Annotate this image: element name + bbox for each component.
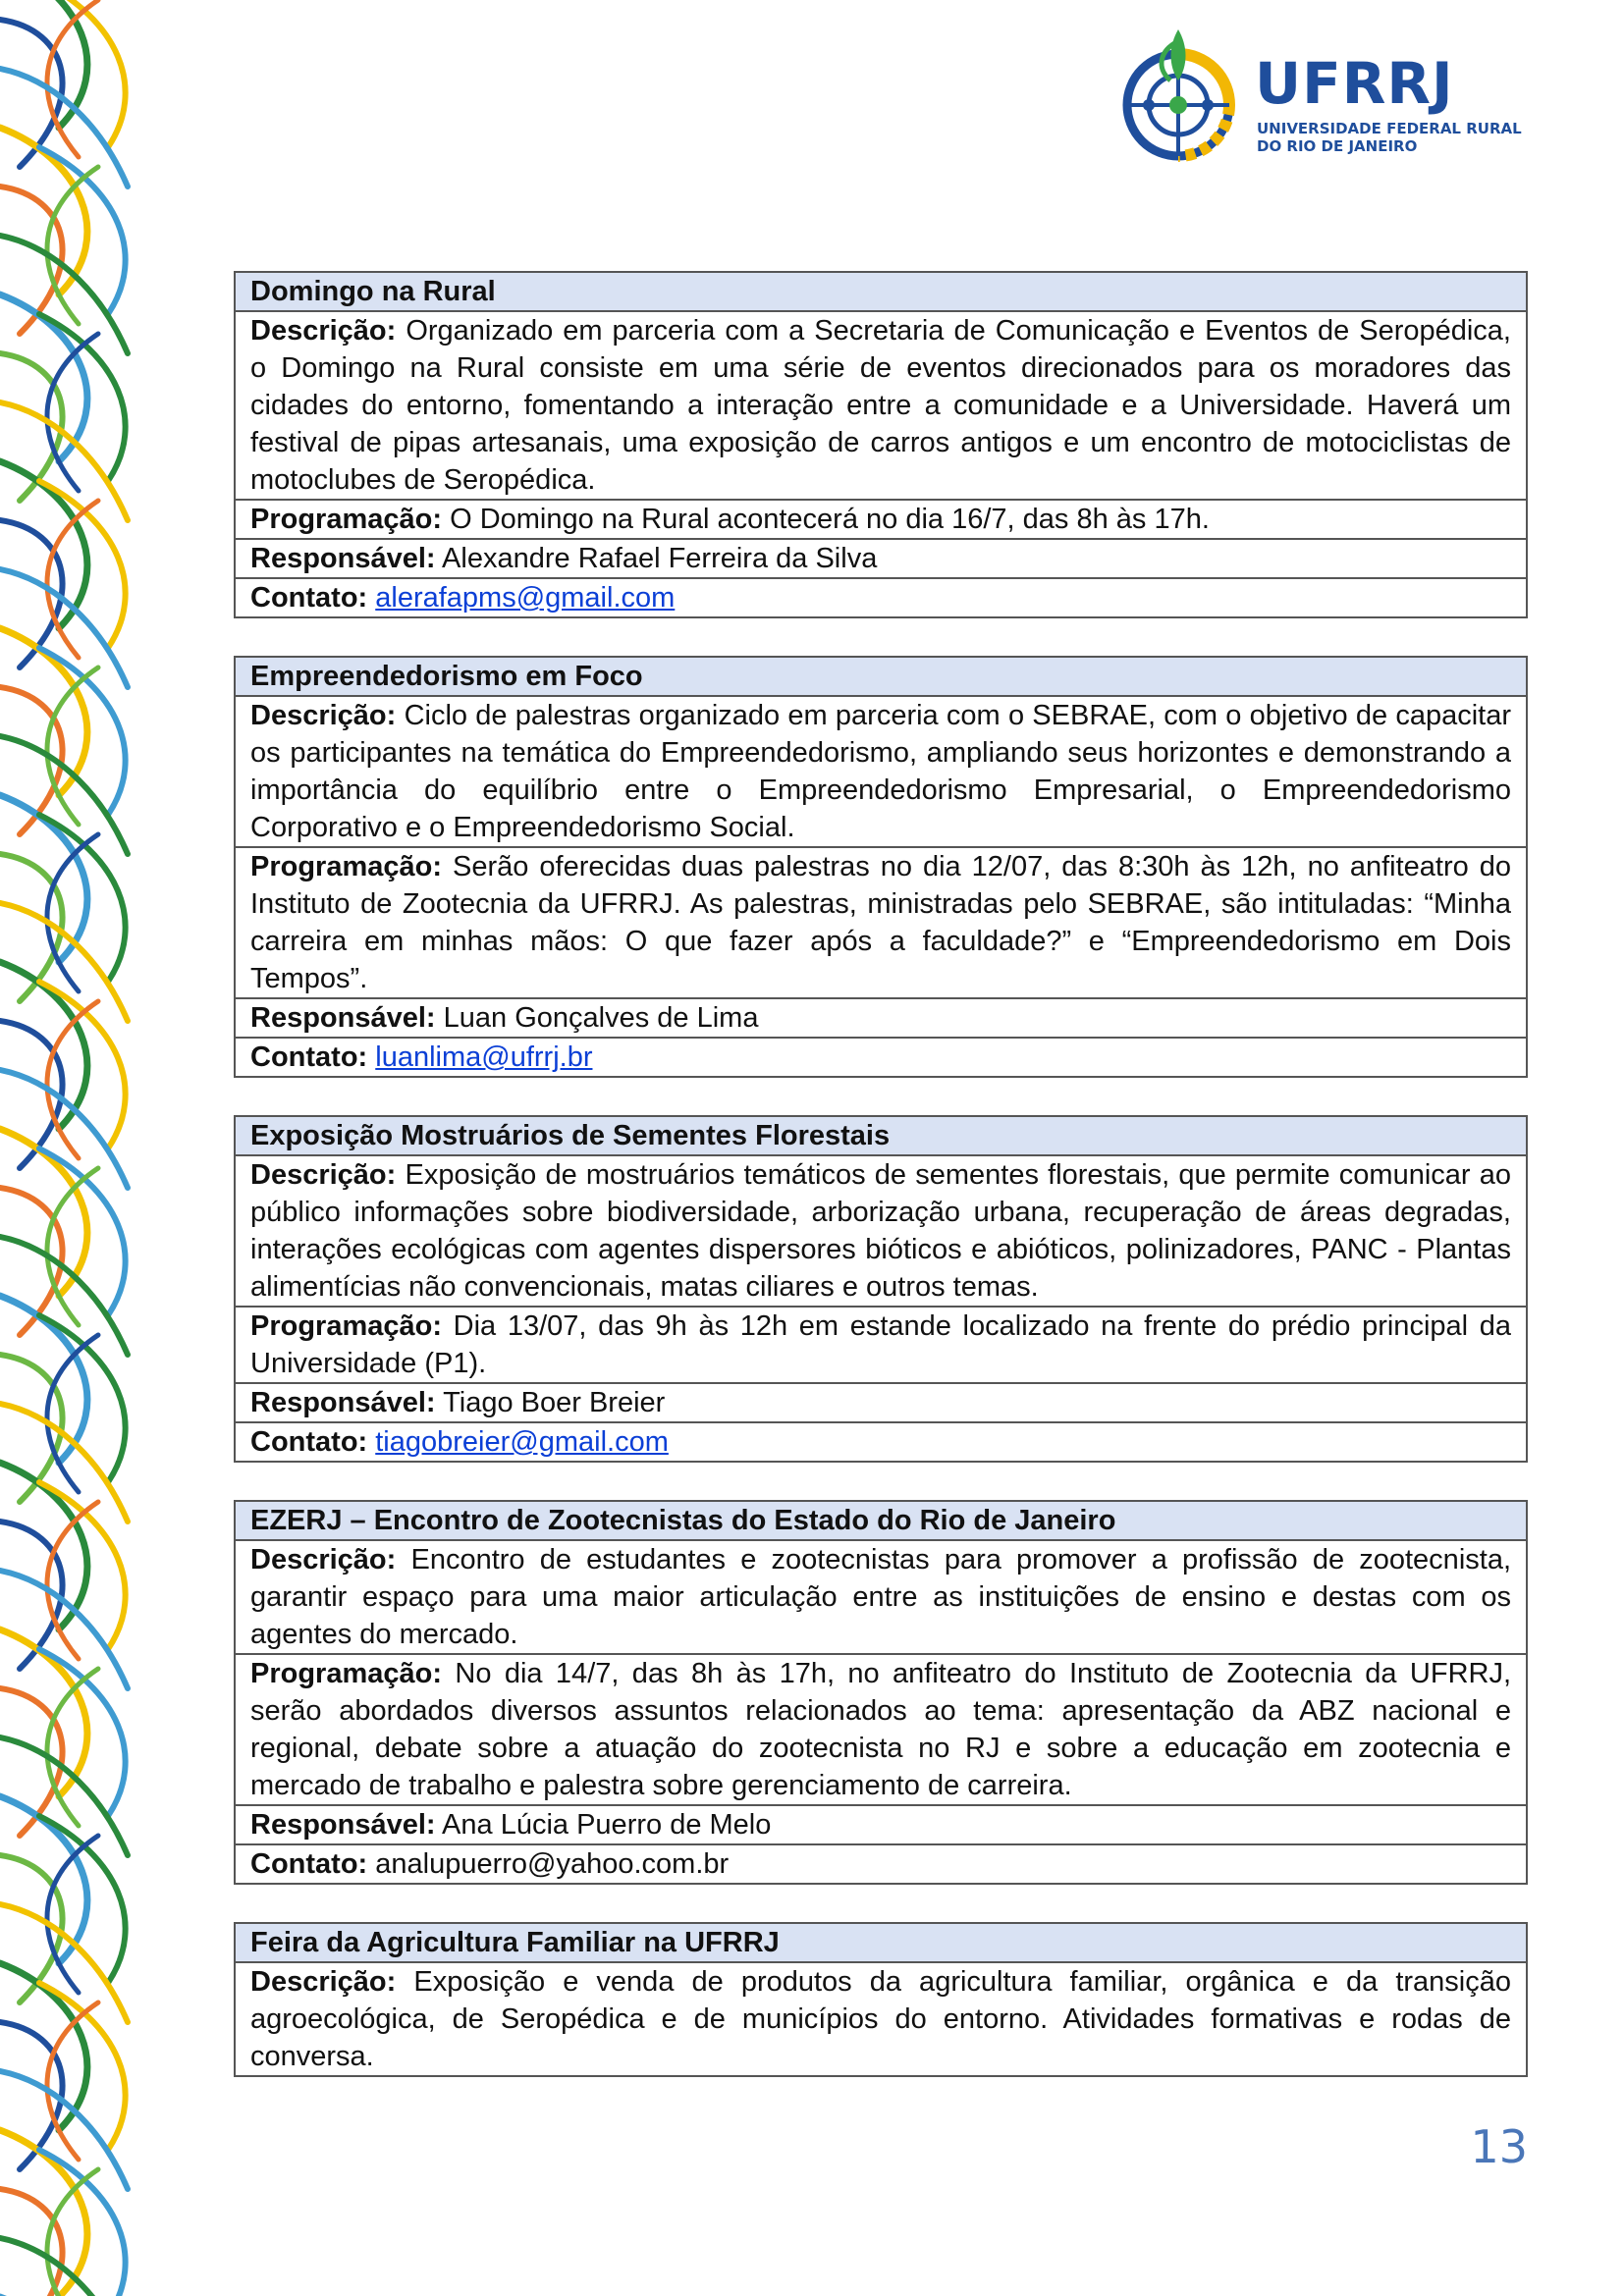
event-block	[234, 1500, 1528, 1885]
responsible-name: Ana Lúcia Puerro de Melo	[442, 1809, 772, 1841]
responsible-name: Tiago Boer Breier	[443, 1387, 666, 1418]
decorative-arc	[47, 501, 98, 658]
schedule-text: No dia 14/7, das 8h às 17h, no anfiteatro do Instituto de Zootecnia da UFRRJ, serão abordados diversos assuntos relacionados ao tema: apresentação da ABZ nacional e regional, debate sobre a atuação do zootecnista no RJ e sobre a educação em zootecnia e mercado de trabalho e palestra sobre gerenciamento de carreira.	[250, 1658, 1512, 1801]
description-label: Descrição:	[250, 1966, 397, 1998]
event-title: Empreendedorismo em Foco	[235, 657, 1527, 696]
event-contact	[235, 1038, 1527, 1077]
logo-subtitle-line2: DO RIO DE JANEIRO	[1257, 137, 1418, 155]
schedule-text: Dia 13/07, das 9h às 12h em estande localizado na frente do prédio principal da Universidade (P1).	[250, 1310, 1511, 1379]
decorative-arc	[47, 1001, 98, 1158]
decorative-arc	[47, 2002, 98, 2160]
description-label: Descrição:	[250, 1159, 397, 1191]
schedule-text: O Domingo na Rural acontecerá no dia 16/7, das 8h às 17h.	[450, 504, 1210, 535]
decorative-arc	[47, 1836, 98, 1993]
event-schedule	[235, 847, 1527, 998]
schedule-label: Programação:	[250, 1310, 443, 1342]
ufrrj-emblem-icon	[1110, 22, 1247, 169]
event-block	[234, 271, 1528, 618]
description-label: Descrição:	[250, 315, 397, 347]
contact-label: Contato:	[250, 1426, 368, 1458]
event-description	[235, 1540, 1527, 1654]
event-title: Domingo na Rural	[235, 272, 1527, 311]
description-text: Organizado em parceria com a Secretaria de Comunicação e Eventos de Seropédica, o Domingo na Rural consiste em uma série de eventos direcionados para os moradores das cidades do entorno, fomentando a interação entre a comunidade e a Universidade. Haverá um festival de pipas artesanais, uma exposição de carros antigos e um encontro de motociclistas de motoclubes de Seropédica.	[250, 315, 1511, 496]
event-contact	[235, 1422, 1527, 1462]
responsible-name: Luan Gonçalves de Lima	[443, 1002, 759, 1034]
event-list	[234, 271, 1528, 2114]
event-description	[235, 696, 1527, 847]
schedule-text: Serão oferecidas duas palestras no dia 12/07, das 8:30h às 12h, no anfiteatro do Instituto de Zootecnia da UFRRJ. As palestras, ministradas pelo SEBRAE, são intituladas: “Minha carreira em minhas mãos: O que fazer após a faculdade?” e “Empreendedorismo em Dois Tempos”.	[250, 851, 1511, 994]
contact-label: Contato:	[250, 1041, 368, 1073]
page-number: 13	[1470, 2120, 1528, 2173]
decorative-arc	[47, 834, 98, 991]
decorative-arc	[47, 1335, 98, 1492]
description-label: Descrição:	[250, 700, 397, 731]
event-title: Feira da Agricultura Familiar na UFRRJ	[235, 1923, 1527, 1962]
event-responsible	[235, 998, 1527, 1038]
event-block	[234, 656, 1528, 1078]
event-block	[234, 1115, 1528, 1463]
decorative-arc	[47, 1669, 98, 1826]
contact-label: Contato:	[250, 1848, 368, 1880]
contact-email-link[interactable]: luanlima@ufrrj.br	[375, 1041, 593, 1073]
description-text: Ciclo de palestras organizado em parceria com o SEBRAE, com o objetivo de capacitar os participantes na temática do Empreendedorismo, ampliando seus horizontes e demonstrando a importância do equilíbrio entre o Empreendedorismo Empresarial, o Empreendedorismo Corporativo e o Empreendedorismo Social.	[250, 700, 1512, 843]
event-title: EZERJ – Encontro de Zootecnistas do Estado do Rio de Janeiro	[235, 1501, 1527, 1540]
event-contact	[235, 1844, 1527, 1884]
event-description	[235, 311, 1527, 500]
logo-subtitle-line1: UNIVERSIDADE FEDERAL RURAL	[1257, 120, 1522, 137]
event-schedule	[235, 500, 1527, 539]
description-label: Descrição:	[250, 1544, 397, 1575]
decorative-arc	[47, 667, 98, 825]
responsible-label: Responsável:	[250, 1809, 436, 1841]
schedule-label: Programação:	[250, 504, 443, 535]
logo-name: UFRRJ	[1255, 50, 1454, 117]
responsible-label: Responsável:	[250, 1002, 436, 1034]
event-contact	[235, 578, 1527, 617]
contact-label: Contato:	[250, 582, 368, 614]
event-schedule	[235, 1654, 1527, 1805]
event-schedule	[235, 1307, 1527, 1383]
responsible-label: Responsável:	[250, 1387, 436, 1418]
event-block	[234, 1922, 1528, 2077]
description-text: Exposição e venda de produtos da agricultura familiar, orgânica e da transição agroecológica, de Seropédica e de municípios do entorno. Atividades formativas e rodas de conversa.	[250, 1966, 1511, 2072]
responsible-name: Alexandre Rafael Ferreira da Silva	[442, 543, 878, 574]
ufrrj-logo	[1110, 22, 1522, 169]
schedule-label: Programação:	[250, 1658, 443, 1689]
description-text: Exposição de mostruários temáticos de sementes florestais, que permite comunicar ao público informações sobre biodiversidade, arborização urbana, recuperação de áreas degradas, interações ecológicas com agentes dispersores bióticos e abióticos, polinizadores, PANC - Plantas alimentícias não convencionais, matas ciliares e outros temas.	[250, 1159, 1511, 1303]
event-description	[235, 1155, 1527, 1307]
responsible-label: Responsável:	[250, 543, 436, 574]
contact-email-link[interactable]: tiagobreier@gmail.com	[375, 1426, 669, 1458]
decorative-arc	[47, 167, 98, 324]
logo-subtitle	[1257, 120, 1522, 155]
description-text: Encontro de estudantes e zootecnistas para promover a profissão de zootecnista, garantir espaço para uma maior articulação entre as instituições de ensino e destas com os agentes do mercado.	[250, 1544, 1512, 1650]
event-title: Exposição Mostruários de Sementes Florestais	[235, 1116, 1527, 1155]
decorative-border-pattern	[0, 0, 206, 2296]
event-responsible	[235, 539, 1527, 578]
event-responsible	[235, 1383, 1527, 1422]
schedule-label: Programação:	[250, 851, 443, 882]
decorative-arc	[47, 0, 98, 157]
decorative-arc	[47, 1168, 98, 1325]
decorative-arc	[47, 334, 98, 491]
decorative-arc	[47, 1502, 98, 1659]
event-description	[235, 1962, 1527, 2076]
contact-email-text: analupuerro@yahoo.com.br	[375, 1848, 730, 1880]
contact-email-link[interactable]: alerafapms@gmail.com	[375, 582, 676, 614]
event-responsible	[235, 1805, 1527, 1844]
